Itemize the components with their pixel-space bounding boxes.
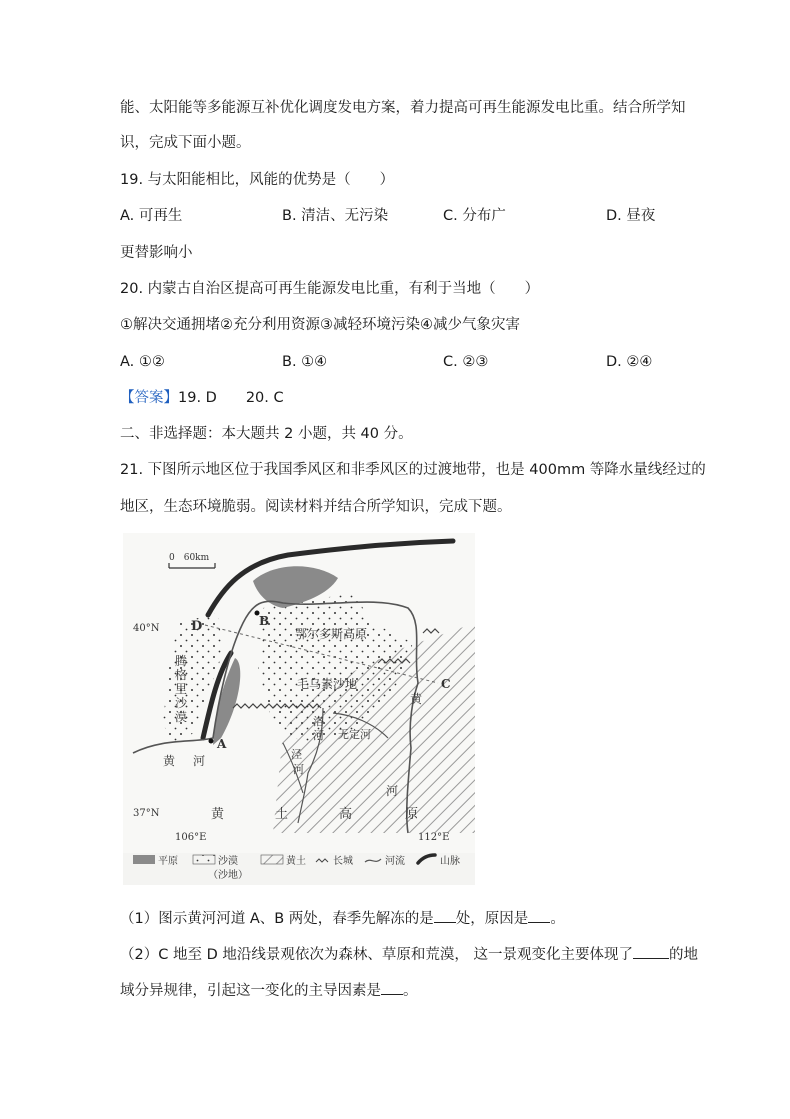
label-loess-4: 原 [405, 807, 419, 822]
label-tengger-2: 格 [175, 668, 188, 682]
label-yellow-river-l1: 黄 [163, 754, 176, 768]
label-d: D [191, 619, 203, 634]
label-mu-us: 毛乌素沙地 [297, 677, 358, 691]
label-loess-3: 高 [339, 807, 353, 822]
label-luo-2: 河 [313, 729, 324, 742]
label-loess-1: 黄 [211, 807, 225, 822]
lat-40: 40°N [133, 623, 160, 634]
q19-option-c: C. 分布广 [443, 208, 506, 224]
q20-option-b: B. ①④ [282, 354, 328, 370]
q21-sub1-part-b: 处，原因是 [455, 911, 529, 927]
q20-option-d: D. ②④ [606, 354, 653, 370]
legend-desert-sub: （沙地） [208, 870, 248, 881]
q21-sub2-line1 [120, 944, 698, 965]
label-wuding: 无定河 [338, 728, 371, 741]
legend-mountain: 山脉 [440, 856, 460, 867]
lon-112: 112°E [418, 832, 450, 843]
label-yellow-river-r2: 河 [386, 784, 399, 798]
q19-option-a: A. 可再生 [120, 208, 183, 224]
q20-option-a: A. ①② [120, 354, 165, 370]
q21-sub1 [120, 908, 565, 929]
legend-river: 河流 [385, 856, 405, 867]
legend-loess: 黄土 [286, 856, 306, 867]
q21-sub2-part-a: （2）C 地至 D 地沿线景观依次为森林、草原和荒漠， 这一景观变化主要体现了 [120, 947, 633, 963]
q21-sub2-blank-1[interactable] [633, 944, 669, 959]
label-ordos: 鄂尔多斯高原 [295, 627, 368, 641]
label-luo-1: 洛 [313, 715, 324, 728]
q19-option-d: D. 昼夜 [606, 208, 656, 224]
q20-stem: 20. 内蒙古自治区提高可再生能源发电比重，有利于当地（ ） [120, 281, 540, 297]
q19-option-d-continued: 更替影响小 [120, 245, 193, 261]
label-tengger-4: 沙 [175, 696, 188, 710]
lat-37: 37°N [133, 808, 160, 819]
q21-sub2-blank-2[interactable] [381, 980, 403, 995]
q19-option-b: B. 清洁、无污染 [282, 208, 389, 224]
q21-sub2-part-b: 的地 [668, 947, 698, 963]
q21-sub2-part-d: 。 [403, 983, 418, 999]
label-jing-1: 泾 [291, 748, 302, 761]
intro-line-1: 能、太阳能等多能源互补优化调度发电方案，着力提高可再生能源发电比重。结合所学知 [120, 100, 686, 116]
section2-heading: 二、非选择题：本大题共 2 小题，共 40 分。 [120, 426, 413, 442]
label-b: B [259, 614, 270, 628]
q21-sub2-line2 [120, 980, 418, 1001]
q21-sub1-blank-2[interactable] [528, 908, 550, 923]
geography-map [123, 533, 475, 885]
point-a-icon [209, 739, 214, 744]
q21-sub1-blank-1[interactable] [434, 908, 456, 923]
intro-line-2: 识，完成下面小题。 [120, 135, 251, 151]
label-jing-2: 河 [293, 763, 304, 776]
q21-sub1-part-c: 。 [550, 911, 565, 927]
answer-text: 19. D 20. C [178, 390, 284, 406]
q21-stem-1: 21. 下图所示地区位于我国季风区和非季风区的过渡地带，也是 400mm 等降水量线经过的 [120, 462, 706, 478]
q21-sub1-part-a: （1）图示黄河河道 A、B 两处，春季先解冻的是 [120, 911, 434, 927]
q20-option-c: C. ②③ [443, 354, 489, 370]
legend-plain: 平原 [158, 856, 178, 867]
label-loess-2: 土 [275, 807, 289, 822]
answer-line [120, 388, 284, 408]
legend-wall: 长城 [333, 856, 353, 867]
legend-desert: 沙漠 [218, 856, 238, 867]
label-tengger-5: 漠 [175, 710, 188, 724]
lon-106: 106°E [175, 832, 207, 843]
label-tengger-3: 里 [175, 682, 188, 696]
label-tengger-1: 腾 [175, 654, 188, 668]
label-yellow-river-l2: 河 [193, 754, 206, 768]
q21-stem-2: 地区，生态环境脆弱。阅读材料并结合所学知识，完成下题。 [120, 499, 512, 515]
q19-stem: 19. 与太阳能相比，风能的优势是（ ） [120, 172, 395, 188]
q20-items: ①解决交通拥堵②充分利用资源③减轻环境污染④减少气象灾害 [120, 317, 520, 333]
label-yellow-river-r1: 黄 [410, 692, 423, 706]
scale-label: 0 60km [169, 553, 210, 563]
label-a: A [217, 737, 227, 751]
q21-sub2-part-c: 域分异规律，引起这一变化的主导因素是 [120, 983, 381, 999]
answer-label: 【答案】 [120, 390, 178, 406]
label-c: C [441, 677, 451, 691]
